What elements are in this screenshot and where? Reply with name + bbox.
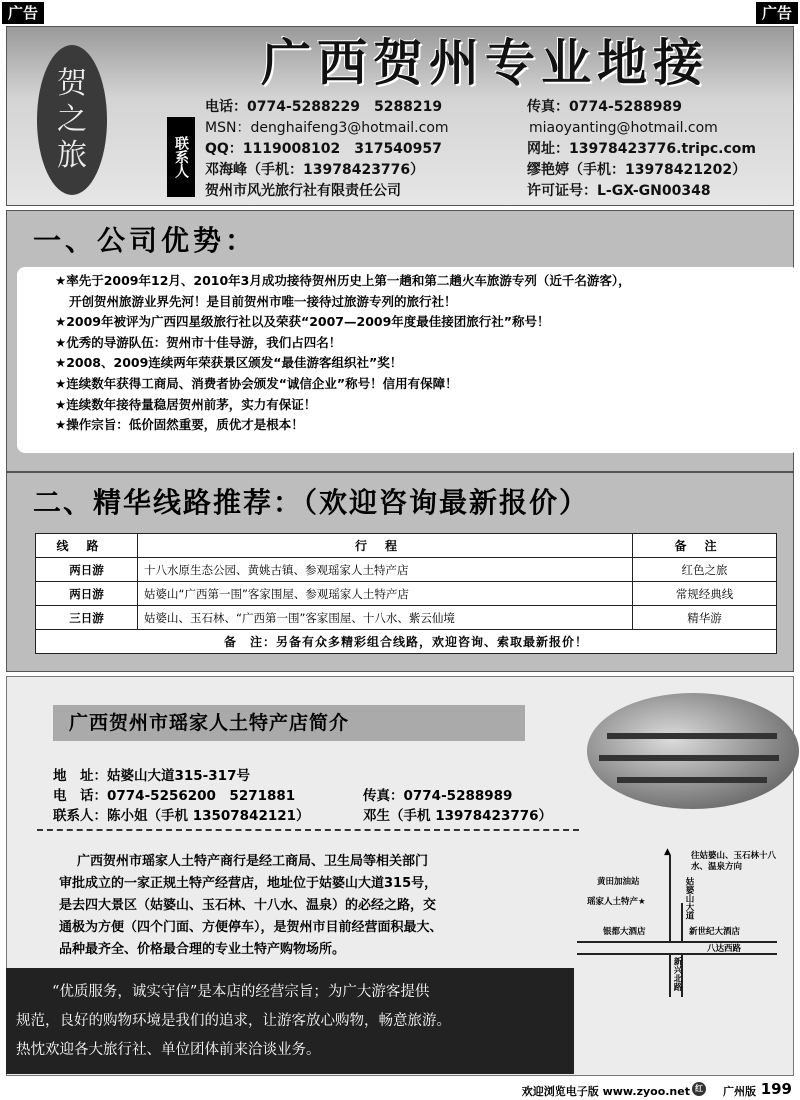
company-name: 贺州市风光旅行社有限责任公司 — [205, 183, 401, 199]
divider — [37, 829, 579, 831]
list-item: ★优秀的导游队伍：贺州市十佳导游，我们占四名！ — [55, 334, 342, 350]
slogan-line: “优质服务，诚实守信”是本店的经营宗旨；为广大游客提供 — [52, 984, 430, 1000]
contact-tag: 联系人 — [167, 117, 195, 197]
shop-description — [59, 851, 579, 961]
brand-circle-icon: 红 — [692, 1082, 706, 1096]
shop-phone: 电 话：0774-5256200 5271881 — [53, 788, 296, 804]
description-line: 审批成立的一家正规土特产经营店，地址位于姑婆山大道315号， — [59, 876, 438, 891]
route-itinerary: 姑婆山“广西第一围”客家围屋、参观瑶家人土特产店 — [138, 582, 633, 606]
route-type: 两日游 — [36, 582, 138, 606]
table-row — [36, 606, 777, 630]
page-footer — [0, 1078, 800, 1100]
map-direction-label: 往姑婆山、玉石林十八水、温泉方向 — [691, 851, 777, 872]
advantages-section — [6, 210, 794, 472]
phone-info: 电话：0774-5288229 5288219 — [205, 99, 443, 115]
advantages-heading: 一、公司优势： — [33, 224, 258, 257]
route-type: 三日游 — [36, 606, 138, 630]
list-item: ★连续数年获得工商局、消费者协会颁发“诚信企业”称号！信用有保障！ — [55, 375, 458, 391]
footer-edition: 广州版 — [723, 1085, 756, 1098]
description-line: 广西贺州市瑶家人土特产商行是经工商局、卫生局等相关部门 — [77, 854, 429, 869]
routes-table — [35, 533, 777, 654]
logo-glyph: 之 — [57, 102, 87, 137]
shop-title: 广西贺州市瑶家人土特产店简介 — [53, 705, 525, 741]
list-item: ★率先于2009年12月、2010年3月成功接待贺州历史上第一趟和第二趟火车旅游专列（近千名游客）， — [55, 273, 631, 288]
map-road — [669, 855, 671, 941]
map-gas-station: 黄田加油站 — [597, 877, 640, 887]
map-hotel-1: 银都大酒店 — [603, 927, 646, 937]
list-item: ★2009年被评为广西四星级旅行社以及荣获“2007—2009年度最佳接团旅行社”称号！ — [55, 314, 550, 330]
logo-glyph: 贺 — [57, 66, 87, 101]
ad-tag-left: 广告 — [2, 2, 44, 24]
arrow-up-icon: ▲ — [664, 847, 671, 857]
description-line: 品种最齐全、价格最合理的专业土特产购物场所。 — [59, 942, 346, 957]
route-note: 常规经典线 — [633, 582, 777, 606]
table-footnote-row — [36, 630, 777, 654]
map-bada-road: 八达西路 — [707, 944, 742, 954]
map-gupo-road: 姑婆山大道 — [684, 877, 694, 920]
column-header: 备注 — [633, 534, 777, 558]
slogan-line: 规范，良好的购物环境是我们的追求，让游客放心购物，畅意旅游。 — [16, 1013, 451, 1029]
list-item: 开创贺州旅游业界先河！是目前贺州市唯一接待过旅游专列的旅行社！ — [69, 293, 457, 309]
description-line: 通极为方便（四个门面、方便停车），是贺州市目前经营面积最大、 — [59, 920, 443, 935]
routes-section — [6, 472, 794, 672]
shop-contact: 联系人：陈小姐（手机 13507842121） — [53, 808, 310, 824]
table-row — [36, 582, 777, 606]
main-title: 广西贺州专业地接 — [261, 34, 709, 92]
map-road — [577, 941, 777, 943]
route-itinerary: 十八水原生态公园、黄姚古镇、参观瑶家人土特产店 — [138, 558, 633, 582]
column-header: 线路 — [36, 534, 138, 558]
map-hotel-2: 新世纪大酒店 — [689, 927, 741, 937]
slogan-box — [6, 968, 574, 1074]
map-road — [577, 953, 777, 955]
location-map — [577, 847, 797, 997]
routes-footnote: 备 注：另备有众多精彩组合线路，欢迎咨询、索取最新报价！ — [36, 630, 777, 654]
table-header-row — [36, 534, 777, 558]
slogan-line: 热忱欢迎各大旅行社、单位团体前来洽谈业务。 — [16, 1042, 321, 1058]
routes-heading: 二、精华线路推荐：（欢迎咨询最新报价） — [33, 486, 590, 519]
route-note: 红色之旅 — [633, 558, 777, 582]
table-row — [36, 558, 777, 582]
description-line: 是去四大景区（姑婆山、玉石林、十八水、温泉）的必经之路，交 — [59, 898, 437, 913]
logo-seal-icon — [37, 45, 107, 195]
fax-info: 传真：0774-5288989 — [527, 99, 682, 115]
shop-fax: 传真：0774-5288989 — [363, 788, 513, 804]
route-type: 两日游 — [36, 558, 138, 582]
header-banner — [6, 26, 794, 206]
ad-tag-right: 广告 — [756, 2, 798, 24]
column-header: 行程 — [138, 534, 633, 558]
map-shop-label: 瑶家人土特产★ — [587, 897, 646, 907]
list-item: ★操作宗旨：低价固然重要，质优才是根本！ — [55, 417, 304, 433]
shop-photo — [587, 693, 799, 809]
person2-info: 缪艳婷（手机：13978421202） — [527, 162, 747, 178]
msn-info-2[interactable]: miaoyanting@hotmail.com — [529, 120, 718, 136]
msn-info[interactable]: MSN：denghaifeng3@hotmail.com — [205, 120, 449, 136]
license-number: 许可证号：L-GX-GN00348 — [527, 183, 711, 199]
shop-contact-2: 邓生（手机 13978423776） — [363, 808, 553, 824]
advantages-list — [17, 267, 799, 453]
page-number: 199 — [760, 1080, 792, 1098]
list-item: ★2008、2009连续两年荣获景区颁发“最佳游客组织社”奖！ — [55, 355, 403, 371]
list-item: ★连续数年接待量稳居贺州前茅，实力有保证！ — [55, 396, 317, 412]
qq-info: QQ：1119008102 317540957 — [205, 141, 442, 157]
logo-glyph: 旅 — [57, 138, 87, 173]
footer-url[interactable]: 欢迎浏览电子版 www.zyoo.net — [521, 1085, 690, 1098]
shop-address: 地 址：姑婆山大道315-317号 — [53, 768, 250, 784]
website-link[interactable]: 网址：13978423776.tripc.com — [527, 141, 757, 157]
map-xinxing-road: 新兴北路 — [672, 957, 682, 991]
route-itinerary: 姑婆山、玉石林、“广西第一围”客家围屋、十八水、紫云仙境 — [138, 606, 633, 630]
person1-info: 邓海峰（手机：13978423776） — [205, 162, 425, 178]
route-note: 精华游 — [633, 606, 777, 630]
